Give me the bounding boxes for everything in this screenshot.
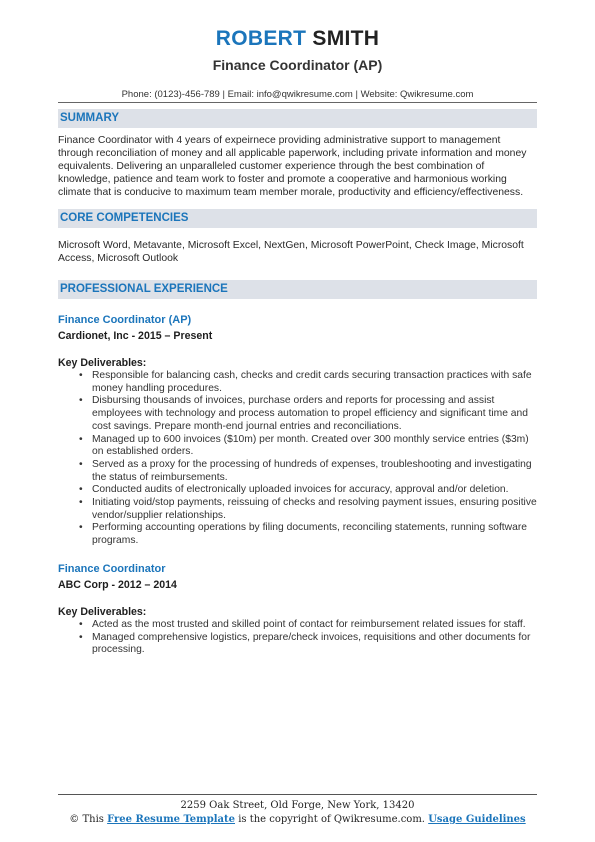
deliverables-list — [58, 370, 537, 548]
competencies-heading: CORE COMPETENCIES — [58, 209, 537, 228]
list-item: • Managed up to 600 invoices ($10m) per month. Created over 300 monthly service entries ($3m) on established orders. — [92, 434, 537, 459]
list-item: • Initiating void/stop payments, reissuing of checks and resolving payment issues, ensuring positive vendor/supplier relationships. — [92, 497, 537, 522]
list-item: • Responsible for balancing cash, checks and credit cards securing transaction practices with safe money handling procedures. — [92, 370, 537, 395]
job-role: Finance Coordinator — [58, 562, 166, 575]
deliverables-label: Key Deliverables: — [58, 605, 147, 618]
contact-line: Phone: (0123)-456-789 | Email: info@qwikresume.com | Website: Qwikresume.com — [121, 89, 474, 100]
list-item: • Served as a proxy for the processing of hundreds of expenses, troubleshooting and investigating the status of reimbursements. — [92, 459, 537, 484]
job-title: Finance Coordinator (AP) — [212, 57, 383, 73]
job-entry — [58, 314, 537, 548]
usage-guidelines-link[interactable]: Usage Guidelines — [428, 814, 526, 825]
summary-section — [58, 109, 537, 199]
resume-header — [0, 0, 595, 100]
footer-divider — [58, 794, 537, 795]
experience-heading: PROFESSIONAL EXPERIENCE — [58, 280, 537, 299]
candidate-name — [0, 26, 595, 52]
free-resume-template-link[interactable]: Free Resume Template — [107, 814, 235, 825]
summary-text: Finance Coordinator with 4 years of expeirnece providing administrative support to management through reconciliation of money and all applicable paperwork, including private information and money equivalents. Delivering an unparalleled customer experience through the best combination of knowledge, patience and team work to foster and promote a cooperative and harmonious working climate that is conducive to maximum team member morale, productivity and efficiency/effectiveness. — [58, 135, 527, 198]
list-item: • Acted as the most trusted and skilled point of contact for reimbursement related issues for staff. — [92, 619, 537, 632]
footer-address: 2259 Oak Street, Old Forge, New York, 13420 — [180, 800, 415, 811]
page-footer — [0, 799, 595, 827]
list-item: • Conducted audits of electronically uploaded invoices for accuracy, approval and/or deletion. — [92, 484, 537, 497]
job-entry — [58, 563, 537, 657]
competencies-section — [58, 209, 537, 265]
job-company: ABC Corp - 2012 – 2014 — [58, 578, 177, 591]
list-item: • Managed comprehensive logistics, prepare/check invoices, requisitions and other documents for processing. — [92, 632, 537, 657]
copyright-prefix: © This — [69, 814, 104, 825]
deliverables-label: Key Deliverables: — [58, 357, 147, 369]
experience-section — [58, 280, 537, 299]
list-item: • Disbursing thousands of invoices, purchase orders and reports for processing and assist employees with technology and process automation to propel efficiency and significant time and cost savings. Prepare month-end journal entries and reconciliations. — [92, 395, 537, 433]
last-name: SMITH — [312, 27, 380, 50]
list-item: • Performing accounting operations by filing documents, reconciling statements, running software programs. — [92, 522, 537, 547]
competencies-text: Microsoft Word, Metavante, Microsoft Excel, NextGen, Microsoft PowerPoint, Check Image, Microsoft Access, Microsoft Outlook — [58, 240, 524, 264]
footer-copyright — [0, 813, 595, 827]
copyright-text: is the copyright of Qwikresume.com. — [238, 814, 425, 825]
deliverables-list — [58, 619, 537, 657]
job-company: Cardionet, Inc - 2015 – Present — [58, 330, 213, 342]
header-divider — [58, 102, 537, 103]
first-name: ROBERT — [215, 27, 307, 50]
summary-heading: SUMMARY — [58, 109, 537, 128]
job-role: Finance Coordinator (AP) — [58, 314, 192, 326]
